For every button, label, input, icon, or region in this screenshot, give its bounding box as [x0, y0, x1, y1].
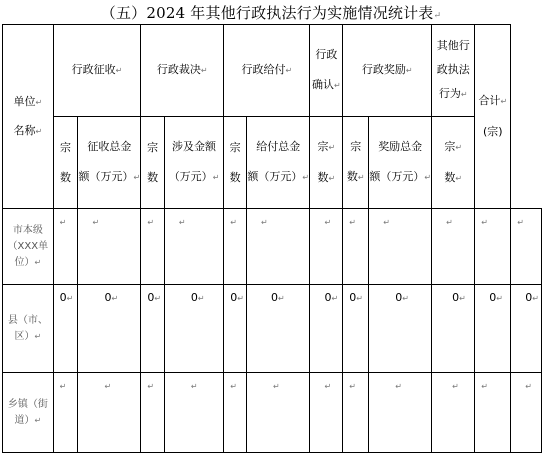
header-ruling-amount: 涉及金额 （万元）↵	[164, 117, 223, 209]
table-cell[interactable]: 0↵	[343, 285, 369, 373]
header-total: 合计↵ (宗)	[475, 25, 511, 209]
header-unit-name: 单位↵ 名称↵	[3, 25, 54, 209]
table-cell[interactable]: ↵	[432, 209, 475, 285]
row-label: 市本级 （XXX单 位）↵	[3, 209, 54, 285]
header-levy: 行政征收↵	[53, 25, 141, 117]
table-cell[interactable]: 0↵	[53, 285, 78, 373]
table-cell[interactable]: 0↵	[164, 285, 223, 373]
table-row	[3, 209, 542, 285]
table-cell[interactable]: ↵	[164, 209, 223, 285]
table-row	[3, 373, 542, 453]
table-cell[interactable]: ↵	[246, 373, 310, 453]
table-cell[interactable]: ↵	[511, 209, 542, 285]
table-cell[interactable]: ↵	[369, 209, 432, 285]
table-cell[interactable]: 0↵	[511, 285, 542, 373]
header-confirm: 行政 确认↵	[310, 25, 343, 117]
header-reward-cases: 宗 数↵	[343, 117, 369, 209]
table-cell[interactable]: ↵	[78, 209, 141, 285]
table-cell[interactable]: ↵	[343, 373, 369, 453]
table-cell[interactable]: 0↵	[475, 285, 511, 373]
table-cell[interactable]: 0↵	[224, 285, 247, 373]
header-reward: 行政奖励↵	[343, 25, 432, 117]
table-row	[3, 285, 542, 373]
table-cell[interactable]: ↵	[224, 373, 247, 453]
header-other-cases: 宗↵ 数↵	[432, 117, 475, 209]
table-cell[interactable]: ↵	[310, 373, 343, 453]
header-ruling-cases: 宗 数	[141, 117, 165, 209]
paragraph-mark-icon: ↵	[433, 11, 442, 21]
table-cell[interactable]: ↵	[369, 373, 432, 453]
table-cell[interactable]: ↵	[432, 373, 475, 453]
table-cell[interactable]: 0↵	[246, 285, 310, 373]
header-levy-amount: 征收总金 额（万元）↵	[78, 117, 141, 209]
table-cell[interactable]: ↵	[141, 373, 165, 453]
header-payment: 行政给付↵	[224, 25, 310, 117]
table-cell[interactable]: 0↵	[432, 285, 475, 373]
table-cell[interactable]: ↵	[475, 209, 511, 285]
table-cell[interactable]: ↵	[475, 373, 511, 453]
table-cell[interactable]: ↵	[224, 209, 247, 285]
table-cell[interactable]: 0↵	[141, 285, 165, 373]
table-cell[interactable]: 0↵	[369, 285, 432, 373]
table-cell[interactable]: ↵	[310, 209, 343, 285]
table-cell[interactable]: ↵	[164, 373, 223, 453]
row-label: 乡镇（街 道）↵	[3, 373, 54, 453]
table-cell[interactable]: 0↵	[78, 285, 141, 373]
table-cell[interactable]: ↵	[511, 373, 542, 453]
table-cell[interactable]: ↵	[53, 209, 78, 285]
statistics-table	[2, 24, 542, 453]
row-label: 县（市、 区）↵	[3, 285, 54, 373]
header-confirm-cases: 宗↵ 数↵	[310, 117, 343, 209]
header-other: 其他行 政执法 行为↵	[432, 25, 475, 117]
header-levy-cases: 宗 数	[53, 117, 78, 209]
header-payment-amount: 给付总金 额（万元）↵	[246, 117, 310, 209]
table-cell[interactable]: ↵	[53, 373, 78, 453]
table-cell[interactable]: ↵	[343, 209, 369, 285]
table-cell[interactable]: ↵	[78, 373, 141, 453]
header-ruling: 行政裁决↵	[141, 25, 224, 117]
header-reward-amount: 奖励总金 额（万元）↵	[369, 117, 432, 209]
table-title: （五）2024 年其他行政执法行为实施情况统计表↵	[100, 4, 442, 22]
header-payment-cases: 宗 数	[224, 117, 247, 209]
table-cell[interactable]: 0↵	[310, 285, 343, 373]
table-cell[interactable]: ↵	[141, 209, 165, 285]
table-cell[interactable]: ↵	[246, 209, 310, 285]
